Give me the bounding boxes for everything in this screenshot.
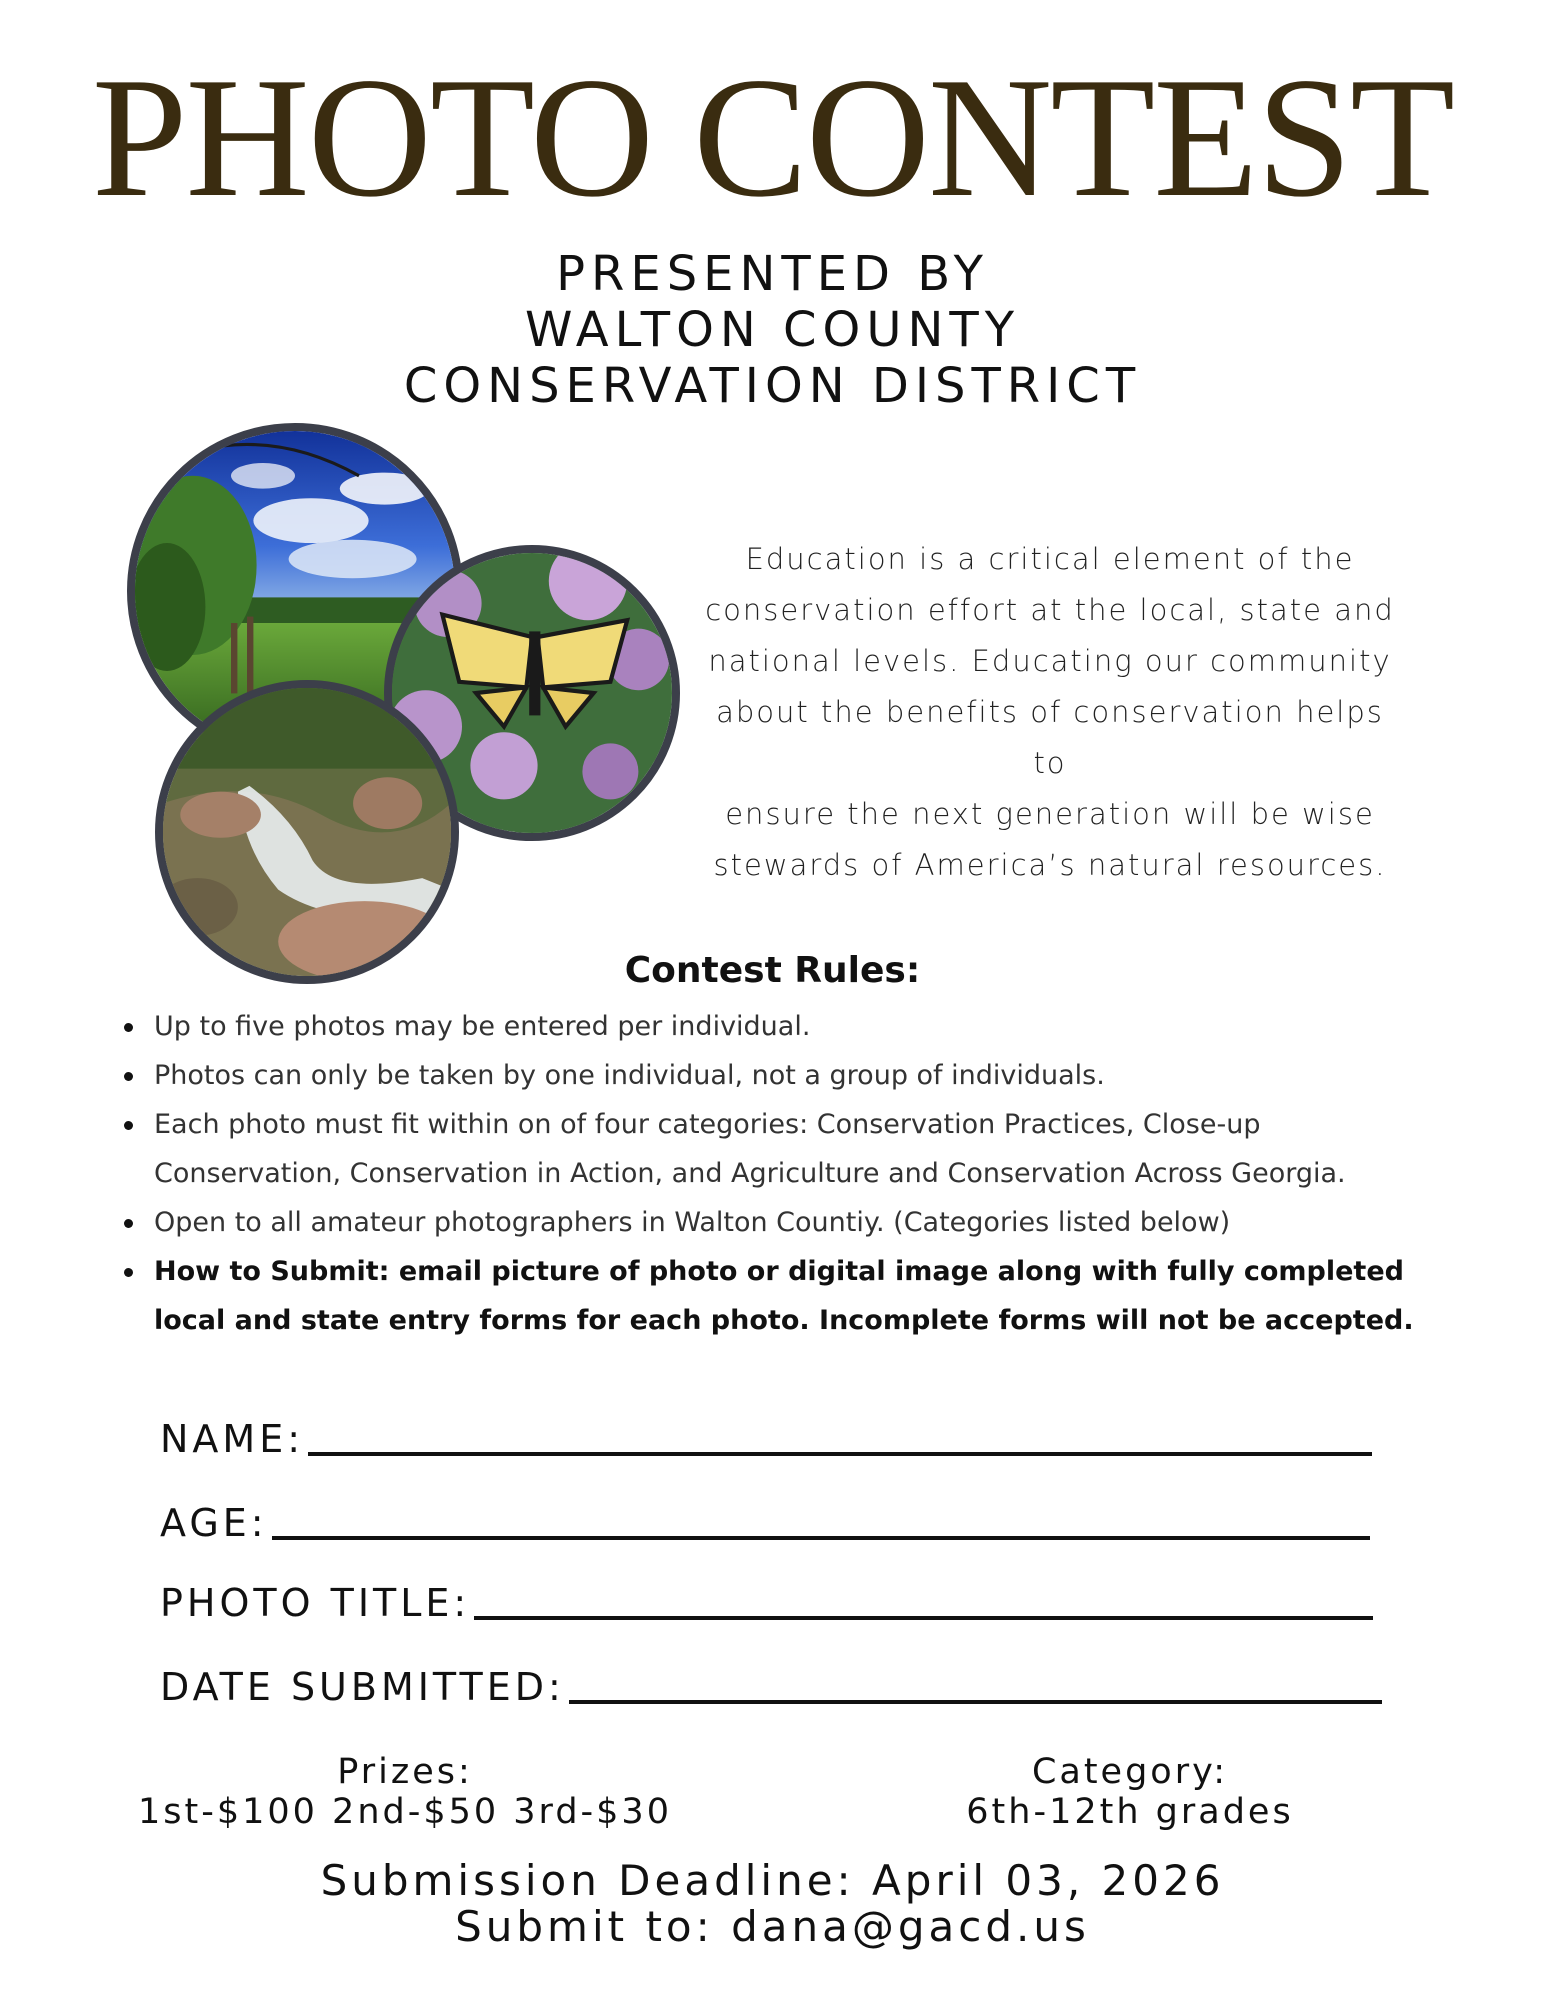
name-field[interactable] xyxy=(160,1417,1372,1461)
intro-line-1: Education is a critical element of the xyxy=(745,542,1355,576)
intro-line-2: conservation effort at the local, state and xyxy=(705,593,1395,627)
category-value: 6th-12th grades xyxy=(966,1792,1294,1832)
prizes-block xyxy=(130,1752,680,1832)
rule-item: Each photo must fit within on of four categories: Conservation Practices, Close-up Conservation, Conservation in Action, and Agriculture and Conservation Across Georgia. xyxy=(118,1100,1428,1198)
intro-paragraph xyxy=(700,534,1400,891)
category-block xyxy=(930,1752,1330,1832)
age-field[interactable] xyxy=(160,1501,1370,1545)
footer-block xyxy=(0,1858,1545,1950)
date-submitted-label: DATE SUBMITTED: xyxy=(160,1665,565,1709)
rules-list xyxy=(118,1002,1428,1345)
rule-item: Up to five photos may be entered per individual. xyxy=(118,1002,1428,1051)
intro-line-4: about the benefits of conservation helps to xyxy=(716,695,1384,780)
submission-deadline: Submission Deadline: April 03, 2026 xyxy=(320,1856,1225,1905)
prizes-value: 1st-$100 2nd-$50 3rd-$30 xyxy=(138,1792,672,1832)
page-title: PHOTO CONTEST xyxy=(91,43,1454,233)
name-label: NAME: xyxy=(160,1417,305,1461)
category-label: Category: xyxy=(1031,1752,1229,1792)
date-submitted-field[interactable] xyxy=(160,1665,1382,1709)
rules-heading: Contest Rules: xyxy=(624,950,921,991)
presenter-line-3: CONSERVATION DISTRICT xyxy=(403,358,1142,414)
presenter-line-1: PRESENTED BY xyxy=(556,246,989,302)
age-blank-line[interactable] xyxy=(272,1536,1370,1540)
age-label: AGE: xyxy=(160,1501,268,1545)
stream-photo xyxy=(155,680,459,984)
photo-title-field[interactable] xyxy=(160,1581,1373,1625)
rule-item-how-to-submit: How to Submit: email picture of photo or digital image along with fully completed local and state entry forms for each photo. Incomplete forms will not be accepted. xyxy=(118,1247,1428,1345)
presenter-line-2: WALTON COUNTY xyxy=(524,302,1021,358)
presenter-block xyxy=(0,246,1545,414)
intro-line-6: stewards of America’s natural resources. xyxy=(713,848,1387,882)
intro-line-3: national levels. Educating our community xyxy=(708,644,1392,678)
intro-line-5: ensure the next generation will be wise xyxy=(725,797,1375,831)
rule-item: Photos can only be taken by one individual, not a group of individuals. xyxy=(118,1051,1428,1100)
date-submitted-blank-line[interactable] xyxy=(569,1700,1382,1704)
prizes-label: Prizes: xyxy=(337,1752,473,1792)
submit-to-email[interactable]: Submit to: dana@gacd.us xyxy=(455,1902,1090,1951)
photo-title-label: PHOTO TITLE: xyxy=(160,1581,471,1625)
photo-title-blank-line[interactable] xyxy=(474,1616,1373,1620)
name-blank-line[interactable] xyxy=(308,1452,1372,1456)
rule-item: Open to all amateur photographers in Walton Countiy. (Categories listed below) xyxy=(118,1198,1428,1247)
